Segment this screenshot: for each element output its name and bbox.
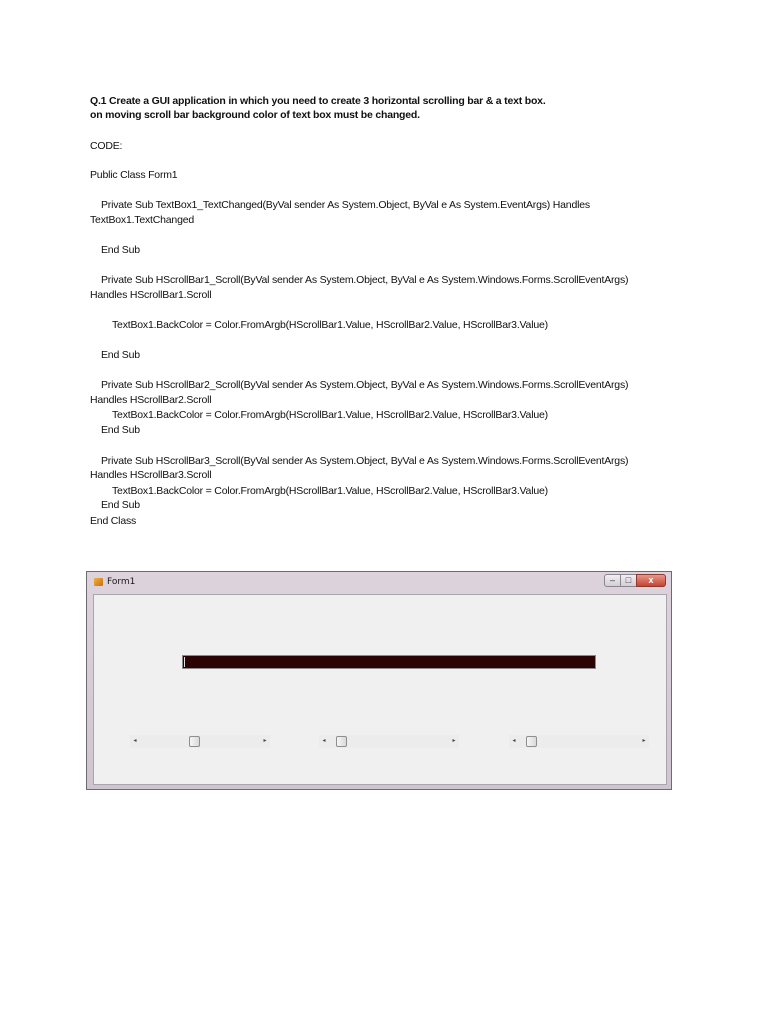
code-line: Private Sub HScrollBar1_Scroll(ByVal sender As System.Object, ByVal e As System.Windows.Forms.ScrollEventArgs) [101,274,629,286]
close-icon: x [648,575,654,585]
scroll-right-arrow-icon[interactable]: ▸ [642,738,646,744]
code-line: Private Sub HScrollBar2_Scroll(ByVal sender As System.Object, ByVal e As System.Windows.Forms.ScrollEventArgs) [101,379,629,391]
code-line: End Sub [101,424,140,436]
code-line: End Sub [101,244,140,256]
scroll-right-arrow-icon[interactable]: ▸ [263,738,267,744]
textbox1[interactable] [182,655,596,669]
window-title: Form1 [107,577,136,587]
code-line: Private Sub TextBox1_TextChanged(ByVal sender As System.Object, ByVal e As System.EventArgs) Handles [101,199,590,211]
question-heading-line1: Q.1 Create a GUI application in which you need to create 3 horizontal scrolling bar & a text box. [90,95,546,107]
code-label: CODE: [90,140,123,152]
window-titlebar[interactable] [87,572,671,592]
maximize-icon: □ [625,575,632,585]
hscrollbar2[interactable] [319,735,459,748]
question-heading-line2: on moving scroll bar background color of text box must be changed. [90,109,420,121]
hscrollbar1[interactable] [130,735,270,748]
form1-window [86,571,672,790]
code-line: Public Class Form1 [90,169,178,181]
window-controls [604,574,666,588]
code-line: End Sub [101,349,140,361]
scroll-left-arrow-icon[interactable]: ◂ [512,738,516,744]
text-caret [184,657,185,667]
code-line: TextBox1.TextChanged [90,214,194,226]
code-line: TextBox1.BackColor = Color.FromArgb(HScrollBar1.Value, HScrollBar2.Value, HScrollBar3.Value) [112,319,548,331]
minimize-button[interactable] [604,574,621,587]
maximize-button[interactable] [620,574,637,587]
scroll-right-arrow-icon[interactable]: ▸ [452,738,456,744]
code-line: TextBox1.BackColor = Color.FromArgb(HScrollBar1.Value, HScrollBar2.Value, HScrollBar3.Value) [112,409,548,421]
code-line: Handles HScrollBar3.Scroll [90,469,212,481]
scroll-left-arrow-icon[interactable]: ◂ [322,738,326,744]
code-line: End Class [90,515,137,527]
code-line: Private Sub HScrollBar3_Scroll(ByVal sender As System.Object, ByVal e As System.Windows.Forms.ScrollEventArgs) [101,455,629,467]
minimize-icon: – [609,575,615,585]
form-client-area [93,594,667,785]
code-line: Handles HScrollBar2.Scroll [90,394,212,406]
scroll-thumb[interactable] [189,736,200,747]
code-line: Handles HScrollBar1.Scroll [90,289,212,301]
code-line: End Sub [101,499,140,511]
code-line: TextBox1.BackColor = Color.FromArgb(HScrollBar1.Value, HScrollBar2.Value, HScrollBar3.Value) [112,485,548,497]
scroll-left-arrow-icon[interactable]: ◂ [133,738,137,744]
scroll-thumb[interactable] [526,736,537,747]
close-button[interactable] [636,574,666,587]
scroll-thumb[interactable] [336,736,347,747]
hscrollbar3[interactable] [509,735,649,748]
form-app-icon [94,578,103,586]
